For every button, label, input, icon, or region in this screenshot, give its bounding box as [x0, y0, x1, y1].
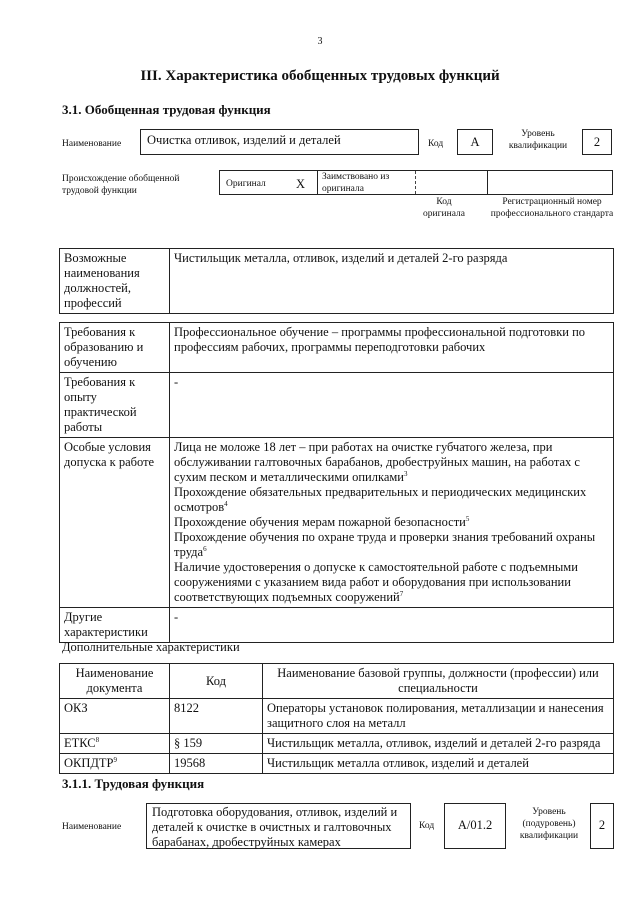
origin-mark: X [296, 177, 306, 191]
experience-value: - [170, 373, 614, 438]
table-row [60, 699, 614, 734]
additional-name: Операторы установок полирования, металлизации и нанесения защитного слоя на металл [263, 699, 614, 734]
origin-borrowed-label: Заимствовано из оригинала [322, 172, 390, 194]
experience-label: Требования к опыту практической работы [60, 373, 170, 438]
other-label: Другие характеристики [60, 608, 170, 643]
additional-code: 8122 [170, 699, 263, 734]
special-item-4: Прохождение обучения по охране труда и проверки знания требований охраны труда$^6$ [174, 530, 596, 559]
otf-code-label: Код [428, 139, 444, 149]
positions-value: Чистильщик металла, отливок, изделий и деталей 2-го разряда [170, 249, 614, 314]
additional-code: 19568 [170, 754, 263, 774]
otf-level-label: Уровень квалификации [508, 129, 568, 151]
tf-level-label: Уровень (подуровень) квалификации [519, 807, 579, 841]
positions-table [59, 248, 614, 314]
education-label: Требования к образованию и обучению [60, 323, 170, 373]
origin-reg-label: Регистрационный номер профессионального стандарта [490, 197, 614, 219]
origin-table [219, 170, 613, 195]
special-label: Особые условия допуска к работе [60, 438, 170, 608]
origin-code-label: Код оригинала [423, 197, 465, 219]
special-item-3: Прохождение обучения мерам пожарной безопасности$^5$ [174, 514, 470, 529]
tf-name-label: Наименование [62, 822, 122, 832]
additional-header-doc: Наименование документа [60, 664, 170, 699]
requirements-table [59, 322, 614, 643]
additional-header-name: Наименование базовой группы, должности (профессии) или специальности [263, 664, 614, 699]
otf-name-label: Наименование [62, 139, 122, 149]
special-item-2: Прохождение обязательных предварительных и периодических медицинских осмотров$^4$ [174, 485, 587, 514]
tf-code-value: A/01.2 [444, 803, 506, 849]
additional-header-code: Код [170, 664, 263, 699]
additional-doc: ОКПДТР$^9$ [60, 754, 170, 774]
otf-name-value: Очистка отливок, изделий и деталей [140, 129, 419, 155]
additional-title: Дополнительные характеристики [62, 640, 240, 654]
subsection-title-3-1: 3.1. Обобщенная трудовая функция [62, 102, 271, 117]
education-value: Профессиональное обучение – программы профессиональной подготовки по профессиям рабочих, программы переподготовки рабочих [170, 323, 614, 373]
subsection-title-3-1-1: 3.1.1. Трудовая функция [62, 776, 205, 791]
tf-name-value: Подготовка оборудования, отливок, изделий и деталей к очистке в очистных и галтовочных барабанах, дробеструйных камерах [146, 803, 411, 849]
positions-label: Возможные наименования должностей, профессий [60, 249, 170, 314]
additional-table [59, 663, 614, 774]
section-title: III. Характеристика обобщенных трудовых функций [140, 68, 500, 84]
additional-doc: ЕТКС$^8$ [60, 734, 170, 754]
origin-original-label: Оригинал [226, 179, 266, 189]
special-item-5: Наличие удостоверения о допуске к самостоятельной работе с подъемными сооружениями с указанием вида работ и оборудования при использовании соответствующих подъемных сооружений$^7$ [174, 560, 578, 604]
additional-name: Чистильщик металла, отливок, изделий и деталей 2-го разряда [263, 734, 614, 754]
additional-doc: ОКЗ [60, 699, 170, 734]
additional-code: § 159 [170, 734, 263, 754]
otf-level-value: 2 [582, 129, 612, 155]
tf-level-value: 2 [590, 803, 614, 849]
special-items [170, 438, 614, 608]
table-row [60, 734, 614, 754]
origin-label: Происхождение обобщенной трудовой функции [62, 174, 180, 196]
additional-name: Чистильщик металла отливок, изделий и деталей [263, 754, 614, 774]
special-item-1: Лица не моложе 18 лет – при работах на очистке губчатого железа, при обслуживании галтовочных барабанов, дробеструйных машин, на работах с сухим песком и металлическими опилками$^3$ [174, 440, 580, 484]
otf-code-value: А [457, 129, 493, 155]
other-value: - [170, 608, 614, 643]
tf-code-label: Код [419, 821, 435, 831]
page-number: 3 [317, 36, 323, 47]
table-row [60, 754, 614, 774]
